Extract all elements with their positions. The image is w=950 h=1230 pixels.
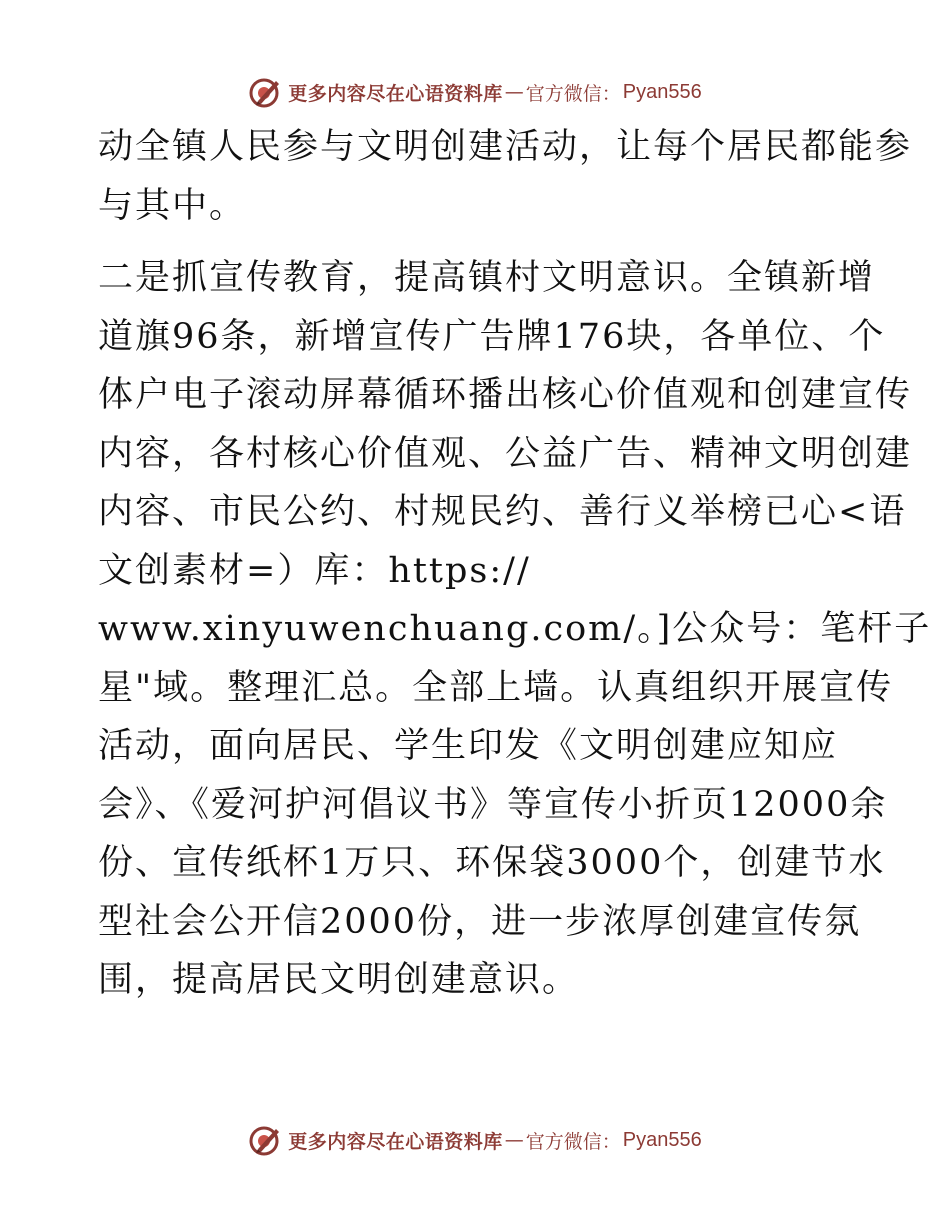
banner-dash: —	[504, 1129, 524, 1151]
document-body	[98, 118, 932, 1010]
paragraph	[98, 249, 932, 1010]
footer-banner	[0, 1120, 950, 1160]
text-line: 型社会公开信2000份，进一步浓厚创建宣传氛	[98, 901, 862, 942]
banner-account-id: Pyan556	[622, 1128, 702, 1151]
paragraph-gap	[98, 235, 858, 249]
banner-site-text: 更多内容尽在心语资料库	[288, 1130, 503, 1153]
text-line: 内容、市民公约、村规民约、善行义举榜已心<语	[98, 492, 907, 532]
text-line: 活动，面向居民、学生印发《文明创建应知应	[98, 726, 839, 766]
text-line: 与其中。	[98, 185, 247, 226]
text-line: 星"域。整理汇总。全部上墙。认真组织开展宣传	[98, 667, 894, 708]
banner-official-label: 官方微信：	[525, 1130, 621, 1153]
text-line: 文创素材=）库：https://	[98, 550, 531, 591]
text-line: 动全镇人民参与文明创建活动，让每个居民都能参	[98, 127, 913, 167]
pen-logo-icon	[248, 1123, 282, 1157]
pen-logo-icon	[248, 75, 282, 109]
text-line: 份、宣传纸杯1万只、环保袋3000个，创建节水	[98, 843, 886, 883]
banner-account-id: Pyan556	[622, 80, 702, 103]
banner-site-text: 更多内容尽在心语资料库	[288, 82, 503, 105]
banner-official-label: 官方微信：	[525, 82, 621, 105]
text-line: www.xinyuwenchuang.com/。]公众号：笔杆子	[98, 609, 932, 649]
header-banner	[0, 72, 950, 112]
text-line: 会》、《爱河护河倡议书》等宣传小折页12000余	[98, 784, 888, 825]
text-line: 体户电子滚动屏幕循环播出核心价值观和创建宣传	[98, 375, 913, 415]
banner-dash: —	[504, 81, 524, 103]
text-line: 内容，各村核心价值观、公益广告、精神文明创建	[98, 433, 913, 474]
text-line: 围，提高居民文明创建意识。	[98, 960, 580, 1000]
paragraph	[98, 118, 913, 235]
text-line: 二是抓宣传教育，提高镇村文明意识。全镇新增	[98, 258, 876, 298]
text-line: 道旗96条，新增宣传广告牌176块，各单位、个	[98, 316, 886, 357]
